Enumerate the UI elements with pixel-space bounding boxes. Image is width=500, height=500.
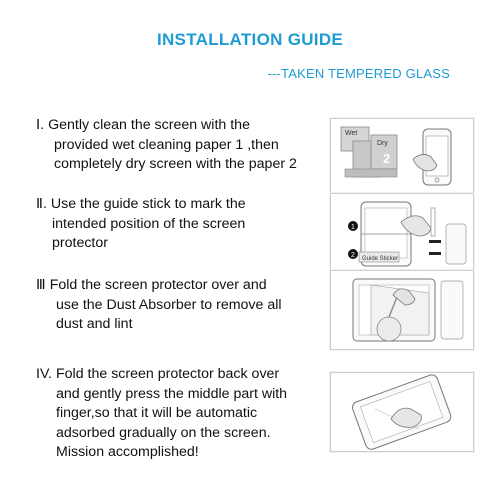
wet-dry-cleaning-papers-illustration bbox=[331, 119, 473, 197]
step-1-line-2: provided wet cleaning paper 1 ,then bbox=[54, 136, 279, 153]
guide-step-1-number: 1 bbox=[351, 224, 355, 231]
step-3-line-3: dust and lint bbox=[56, 316, 133, 332]
page-subtitle: ---TAKEN TEMPERED GLASS bbox=[267, 66, 450, 81]
page-title: INSTALLATION GUIDE bbox=[156, 30, 344, 49]
step-3-illustration bbox=[330, 270, 474, 350]
step-1-illustration bbox=[330, 118, 474, 198]
step-3-line-1: Ⅲ Fold the screen protector over and bbox=[36, 277, 267, 293]
step-4 bbox=[36, 365, 336, 463]
step-2-line-2: intended position of the screen bbox=[52, 215, 246, 232]
step-3 bbox=[36, 276, 336, 335]
dry-label: Dry bbox=[377, 140, 388, 147]
guide-stick-illustration bbox=[331, 194, 473, 272]
guide-step-2-number: 2 bbox=[351, 252, 355, 259]
step-4-line-4: adsorbed gradually on the screen. bbox=[56, 424, 271, 441]
step-2-line-3: protector bbox=[52, 235, 108, 251]
dry-number: 2 bbox=[383, 151, 391, 166]
finger-press-illustration bbox=[331, 373, 473, 451]
guide-sticker-label: Guide Sticker bbox=[362, 256, 399, 262]
step-4-line-1: IV. Fold the screen protector back over bbox=[36, 366, 280, 382]
step-4-line-5: Mission accomplished! bbox=[56, 444, 199, 460]
wet-label: Wet bbox=[345, 130, 358, 137]
step-1-line-3: completely dry screen with the paper 2 bbox=[54, 156, 297, 172]
step-2 bbox=[36, 195, 336, 254]
step-2-illustration bbox=[330, 193, 474, 273]
step-1-line-1: Ⅰ. Gently clean the screen with the bbox=[36, 117, 250, 133]
dust-absorber-illustration bbox=[331, 271, 473, 349]
step-1 bbox=[36, 116, 336, 175]
step-4-line-3: finger,so that it will be automatic bbox=[56, 405, 258, 421]
step-2-line-1: Ⅱ. Use the guide stick to mark the bbox=[36, 196, 246, 212]
step-4-illustration bbox=[330, 372, 474, 452]
step-4-line-2: and gently press the middle part with bbox=[56, 385, 288, 402]
step-3-line-2: use the Dust Absorber to remove all bbox=[56, 296, 282, 313]
